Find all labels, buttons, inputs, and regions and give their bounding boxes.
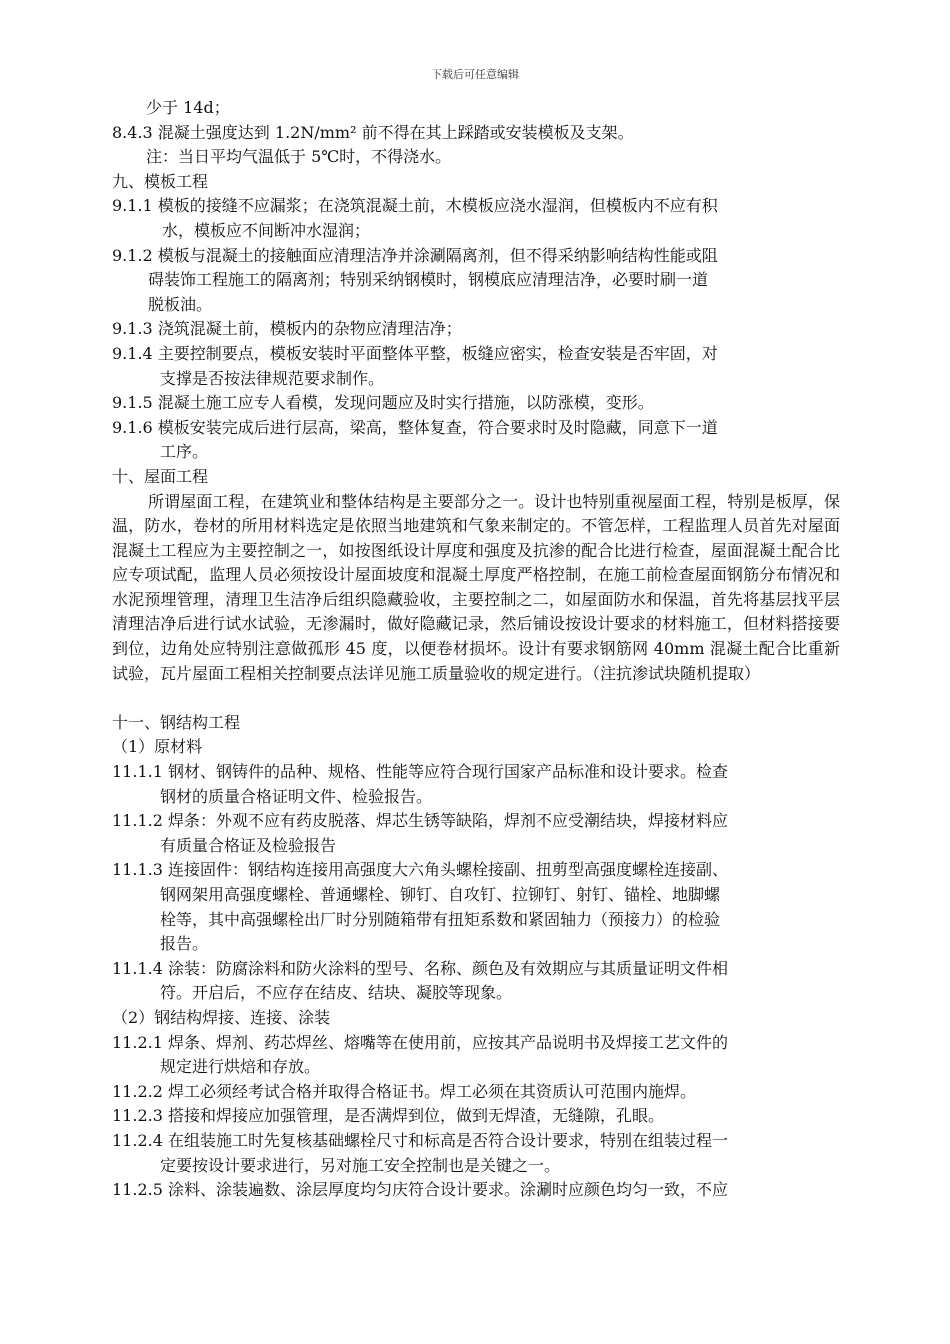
clause-9-1-4: 9.1.4 主要控制要点，模板安装时平面整体平整，板缝应密实，检查安装是否牢固，对 [112,343,718,363]
clause-11-1-4: 11.1.4 涂装：防腐涂料和防火涂料的型号、名称、颜色及有效期应与其质量证明文件相 [112,958,728,978]
text-line: 少于 14d； [146,98,230,117]
clause-11-2-4: 11.2.4 在组装施工时先复核基础螺栓尺寸和标高是否符合设计要求，特别在组装过程一 [112,1130,728,1150]
clause-11-2-5: 11.2.5 涂料、涂装遍数、涂层厚度均匀庆符合设计要求。涂涮时应颜色均匀一致，不应 [112,1180,728,1200]
note-line: 注：当日平均气温低于 5℃时，不得浇水。 [146,147,452,167]
clause-9-1-4-cont: 支撑是否按法律规范要求制作。 [160,368,385,388]
section-heading-10: 十、屋面工程 [112,466,209,486]
roof-paragraph: 所谓屋面工程，在建筑业和整体结构是主要部分之一。设计也特别重视屋面工程，特别是板厚，保温，防水，卷材的所用材料选定是依照当地建筑和气象来制定的。不管怎样，工程监理人员首先对屋面混凝土工程应为主要控制之一，如按图纸设计厚度和强度及抗渗的配合比进行检查，屋面混凝土配合比应专项试配，监理人员必须按设计屋面坡度和混凝土厚度严格控制，在施工前检查屋面钢筋分布情况和水泥预埋管理，清理卫生洁净后组织隐藏验收，主要控制之二，如屋面防水和保温，首先将基层找平层清理洁净后进行试水试验，无渗漏时，做好隐藏记录，然后铺设按设计要求的材料施工，但材料搭接要到位，边角处应特别注意做孤形 45 度，以便卷材损坏。设计有要求钢筋网 40mm 混凝土配合比重新试验，瓦片屋面工程相关控制要点法详见施工质量验收的规定进行。（注抗渗试块随机提取） [112,491,840,683]
clause-9-1-3: 9.1.3 浇筑混凝土前，模板内的杂物应清理洁净； [112,319,462,339]
clause-11-1-2: 11.1.2 焊条：外观不应有药皮脱落、焊芯生锈等缺陷，焊剂不应受潮结块，焊接材料应 [112,811,728,831]
clause-9-1-5: 9.1.5 混凝土施工应专人看模，发现问题应及时实行措施，以防涨模，变形。 [112,393,654,413]
subsection-1: （1）原材料 [112,737,203,757]
clause-9-1-2-cont: 碍装饰工程施工的隔离剂；特别采纳钢模时，钢模底应清理洁净，必要时刷一道 [148,270,709,290]
subsection-2: （2）钢结构焊接、连接、涂装 [112,1008,331,1028]
document-body [112,96,840,1203]
clause-9-1-6-cont: 工序。 [160,442,209,462]
clause-11-1-2-cont: 有质量合格证及检验报告 [160,835,337,855]
clause-9-1-6: 9.1.6 模板安装完成后进行层高，梁高，整体复查，符合要求时及时隐藏，同意下一道 [112,417,718,437]
clause-11-2-1: 11.2.1 焊条、焊剂、药芯焊丝、熔嘴等在使用前，应按其产品说明书及焊接工艺文件的 [112,1032,728,1052]
clause-11-2-1-cont: 规定进行烘焙和存放。 [160,1057,321,1077]
clause-9-1-2: 9.1.2 模板与混凝土的接触面应清理洁净并涂涮隔离剂，但不得采纳影响结构性能或阻 [112,245,718,265]
clause-11-1-1-cont: 钢材的质量合格证明文件、检验报告。 [160,786,433,806]
clause-11-1-3-cont: 钢网架用高强度螺栓、普通螺栓、铆钉、自攻钉、拉铆钉、射钉、锚栓、地脚螺 [160,885,721,905]
clause-11-2-4-cont: 定要按设计要求进行，另对施工安全控制也是关键之一。 [160,1155,561,1175]
clause-9-1-1-cont: 水，模板应不间断冲水湿润； [162,220,371,240]
page-header: 下载后可任意编辑 [431,68,519,81]
clause-11-2-3: 11.2.3 搭接和焊接应加强管理，是否满焊到位，做到无焊渣，无缝隙，孔眼。 [112,1106,664,1126]
clause-9-1-1: 9.1.1 模板的接缝不应漏浆；在浇筑混凝土前，木模板应浇水湿润，但模板内不应有积 [112,196,718,216]
clause-11-1-3-cont2: 栓等，其中高强螺栓出厂时分别随箱带有扭矩系数和紧固轴力（预接力）的检验 [160,909,721,929]
clause-11-1-3: 11.1.3 连接固件：钢结构连接用高强度大六角头螺栓接副、扭剪型高强度螺栓连接副、 [112,860,728,880]
clause-11-2-2: 11.2.2 焊工必须经考试合格并取得合格证书。焊工必须在其资质认可范围内施焊。 [112,1081,696,1101]
clause-8-4-3: 8.4.3 混凝土强度达到 1.2N/mm² 前不得在其上踩踏或安装模板及支架。 [112,122,634,142]
clause-11-1-1: 11.1.1 钢材、钢铸件的品种、规格、性能等应符合现行国家产品标准和设计要求。检查 [112,762,728,782]
clause-9-1-2-cont2: 脱板油。 [148,294,213,314]
section-heading-11: 十一、钢结构工程 [112,712,241,732]
clause-11-1-3-cont3: 报告。 [160,934,209,954]
clause-11-1-4-cont: 符。开启后，不应存在结皮、结块、凝胶等现象。 [160,983,513,1003]
section-heading-9: 九、模板工程 [112,171,209,191]
